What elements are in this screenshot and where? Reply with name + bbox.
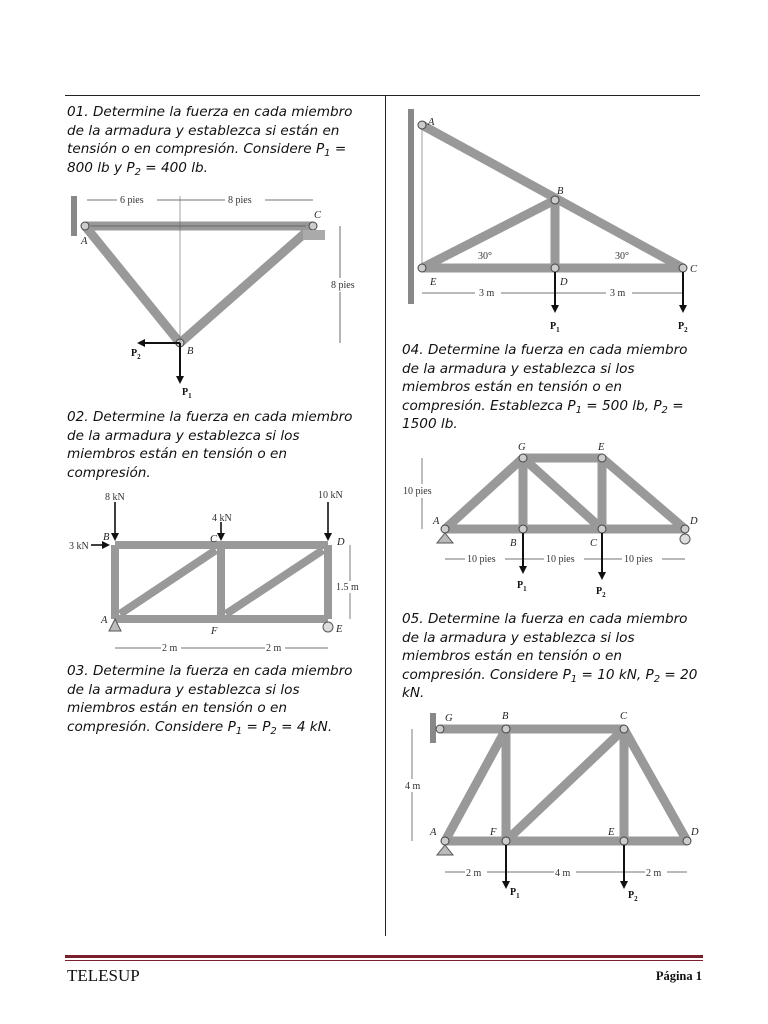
p04-mid: = 500 lb, P: [581, 397, 662, 414]
fig5-label-d: D: [691, 827, 699, 838]
p03-pre: 03. Determine la fuerza en cada miembro de la armadura y establezca si los miembros están en tensión o en compresión. Considere P: [67, 663, 353, 735]
fig1-label-c: C: [314, 210, 322, 221]
fig5-joint-c: [620, 725, 628, 733]
figure-01-truss: [65, 188, 365, 403]
fig1-label-b: B: [187, 346, 194, 357]
fig3-label-e: E: [430, 277, 437, 288]
fig1-d2-label: 8 pies: [228, 195, 252, 206]
fig4-member-ag: [445, 458, 523, 529]
fig4-arrowhead-p1: [519, 566, 527, 574]
p01-sub2: 2: [134, 166, 141, 178]
fig2-arrowhead-8kn: [111, 533, 119, 541]
fig1-joint-a: [81, 222, 89, 230]
fig2-d1-label: 2 m: [162, 643, 178, 654]
fig4-arrowhead-p2: [598, 572, 606, 580]
fig5-joint-f: [502, 837, 510, 845]
p05-pre: 05. Determine la fuerza en cada miembro de la armadura y establezca si los miembros están en tensión o en compresión. Considere P: [402, 611, 688, 683]
fig1-member-ab: [85, 226, 180, 343]
fig3-label-d: D: [560, 277, 568, 288]
p05-sub1: 1: [570, 673, 578, 685]
p03-sub1: 1: [235, 725, 243, 737]
fig5-label-e: E: [608, 827, 615, 838]
fig5-joint-d: [683, 837, 691, 845]
p03-sub2: 2: [270, 725, 277, 737]
fig5-arrowhead-p2: [620, 881, 628, 889]
fig5-d2-label: 4 m: [555, 868, 571, 879]
fig5-wall: [430, 713, 436, 743]
fig1-label-a: A: [81, 236, 88, 247]
fig4-member-ed: [602, 458, 685, 529]
p04-sub2: 2: [661, 404, 668, 416]
fig5-member-cd: [624, 729, 687, 841]
fig2-label-c: C: [210, 534, 218, 545]
p04-pre: 04. Determine la fuerza en cada miembro de la armadura y establezca si los miembros están en tensión o en compresión. Establezca P: [402, 342, 688, 414]
fig1-arrowhead-p1: [176, 376, 184, 384]
fig3-joint-c: [679, 264, 687, 272]
fig3-arrowhead-p2: [679, 305, 687, 313]
footer-bar-thin: [65, 960, 703, 961]
figure-03-truss: [400, 103, 700, 335]
fig4-support-d: [680, 534, 690, 544]
problem-03-text: [67, 662, 362, 736]
fig1-member-bc: [180, 226, 313, 343]
fig1-p2-label: $P_2$: [131, 348, 141, 361]
fig3-wall: [408, 109, 414, 304]
p03-post: = 4 kN.: [276, 718, 333, 735]
p04-post: = 1500 lb.: [402, 397, 684, 433]
p05-post: = 20 kN.: [402, 666, 698, 702]
p04-sub1: 1: [575, 404, 582, 416]
fig1-arrowhead-p2: [137, 339, 145, 347]
fig5-p2-label: $P_2$: [628, 890, 638, 903]
fig1-h-label: 8 pies: [331, 280, 355, 291]
fig3-label-b: B: [557, 186, 564, 197]
fig2-label-f: F: [211, 626, 218, 637]
top-rule: [65, 95, 700, 96]
fig4-support-a: [437, 533, 453, 543]
fig3-joint-e: [418, 264, 426, 272]
fig4-label-g: G: [518, 442, 526, 453]
fig2-diag-left: [120, 550, 216, 614]
fig1-wall: [71, 196, 77, 236]
figure-02-truss: [65, 488, 365, 658]
fig4-joint-g: [519, 454, 527, 462]
p05-mid: = 10 kN, P: [577, 666, 654, 683]
fig5-joint-e: [620, 837, 628, 845]
fig4-label-b: B: [510, 538, 517, 549]
figure-04-truss: [400, 438, 705, 603]
p01-post: = 400 lb.: [140, 159, 208, 176]
fig5-d1-label: 2 m: [466, 868, 482, 879]
fig2-label-a: A: [101, 615, 108, 626]
fig3-label-c: C: [690, 264, 698, 275]
fig1-d1-label: 6 pies: [120, 195, 144, 206]
column-divider: [385, 96, 386, 936]
problem-02-text: [67, 408, 362, 482]
fig5-joint-a: [441, 837, 449, 845]
fig4-label-a: A: [433, 516, 440, 527]
fig2-h-label: 1.5 m: [336, 582, 359, 593]
fig2-label-b: B: [103, 532, 110, 543]
fig4-joint-c: [598, 525, 606, 533]
fig2-arrowhead-4kn: [217, 533, 225, 541]
fig5-label-b: B: [502, 711, 509, 722]
fig2-label-d: D: [337, 537, 345, 548]
fig4-label-c: C: [590, 538, 598, 549]
fig4-d1-label: 10 pies: [467, 554, 496, 565]
fig1-joint-c: [309, 222, 317, 230]
fig5-arrowhead-p1: [502, 881, 510, 889]
fig4-label-d: D: [690, 516, 698, 527]
fig4-joint-a: [441, 525, 449, 533]
fig4-p1-label: $P_1$: [517, 580, 527, 593]
fig4-d2-label: 10 pies: [546, 554, 575, 565]
fig5-p1-label: $P_1$: [510, 887, 520, 900]
problem-04-text: [402, 341, 700, 434]
fig2-f4-label: 3 kN: [69, 541, 89, 552]
fig4-label-e: E: [598, 442, 605, 453]
fig3-p2-label: $P_2$: [678, 321, 688, 334]
fig5-member-ab: [445, 729, 506, 841]
fig2-label-e: E: [336, 624, 343, 635]
footer-bar-thick: [65, 955, 703, 958]
fig1-support-c: [303, 230, 325, 240]
fig5-d3-label: 2 m: [646, 868, 662, 879]
fig5-label-c: C: [620, 711, 628, 722]
fig5-joint-b: [502, 725, 510, 733]
fig3-angle2: 30°: [615, 251, 629, 262]
fig5-member-fc: [506, 729, 624, 841]
fig2-d2-label: 2 m: [266, 643, 282, 654]
fig5-joint-g: [436, 725, 444, 733]
fig2-f2-label: 4 kN: [212, 513, 232, 524]
fig5-label-g: G: [445, 713, 453, 724]
fig2-f1-label: 8 kN: [105, 492, 125, 503]
fig4-joint-d: [681, 525, 689, 533]
figure-05-truss: [400, 705, 705, 905]
p01-pre: 01. Determine la fuerza en cada miembro de la armadura y establezca si están en tensión o en compresión. Considere P: [67, 104, 353, 158]
fig4-d3-label: 10 pies: [624, 554, 653, 565]
p05-sub2: 2: [653, 673, 661, 685]
fig2-diag-right: [226, 550, 323, 614]
footer-brand: TELESUP: [67, 966, 140, 985]
fig4-member-gc: [523, 458, 602, 529]
fig2-support-e: [323, 622, 333, 632]
fig3-label-a: A: [428, 117, 435, 128]
fig3-d1-label: 3 m: [479, 288, 495, 299]
fig3-arrowhead-p1: [551, 305, 559, 313]
p01-mid: = 800 lb y P: [67, 141, 347, 176]
fig4-h-label: 10 pies: [403, 486, 432, 497]
fig5-label-f: F: [490, 827, 497, 838]
problem-01-text: [67, 103, 362, 177]
fig5-label-a: A: [430, 827, 437, 838]
fig3-joint-a: [418, 121, 426, 129]
fig3-d2-label: 3 m: [610, 288, 626, 299]
fig3-joint-d: [551, 264, 559, 272]
fig2-f3-label: 10 kN: [318, 490, 343, 501]
fig2-arrowhead-10kn: [324, 533, 332, 541]
fig3-p1-label: $P_1$: [550, 321, 560, 334]
fig4-p2-label: $P_2$: [596, 586, 606, 599]
fig1-p1-label: $P_1$: [182, 387, 192, 400]
fig4-joint-b: [519, 525, 527, 533]
fig4-joint-e: [598, 454, 606, 462]
p03-mid: = P: [242, 718, 271, 735]
fig5-support-a: [437, 845, 453, 855]
problem-05-text: [402, 610, 700, 703]
fig5-h-label: 4 m: [405, 781, 421, 792]
footer-page-number: Página 1: [655, 969, 702, 983]
fig3-angle1: 30°: [478, 251, 492, 262]
fig3-joint-b: [551, 196, 559, 204]
p02-text: 02. Determine la fuerza en cada miembro de la armadura y establezca si los miembros están en tensión o en compresión.: [67, 409, 353, 481]
p01-sub1: 1: [324, 148, 331, 160]
